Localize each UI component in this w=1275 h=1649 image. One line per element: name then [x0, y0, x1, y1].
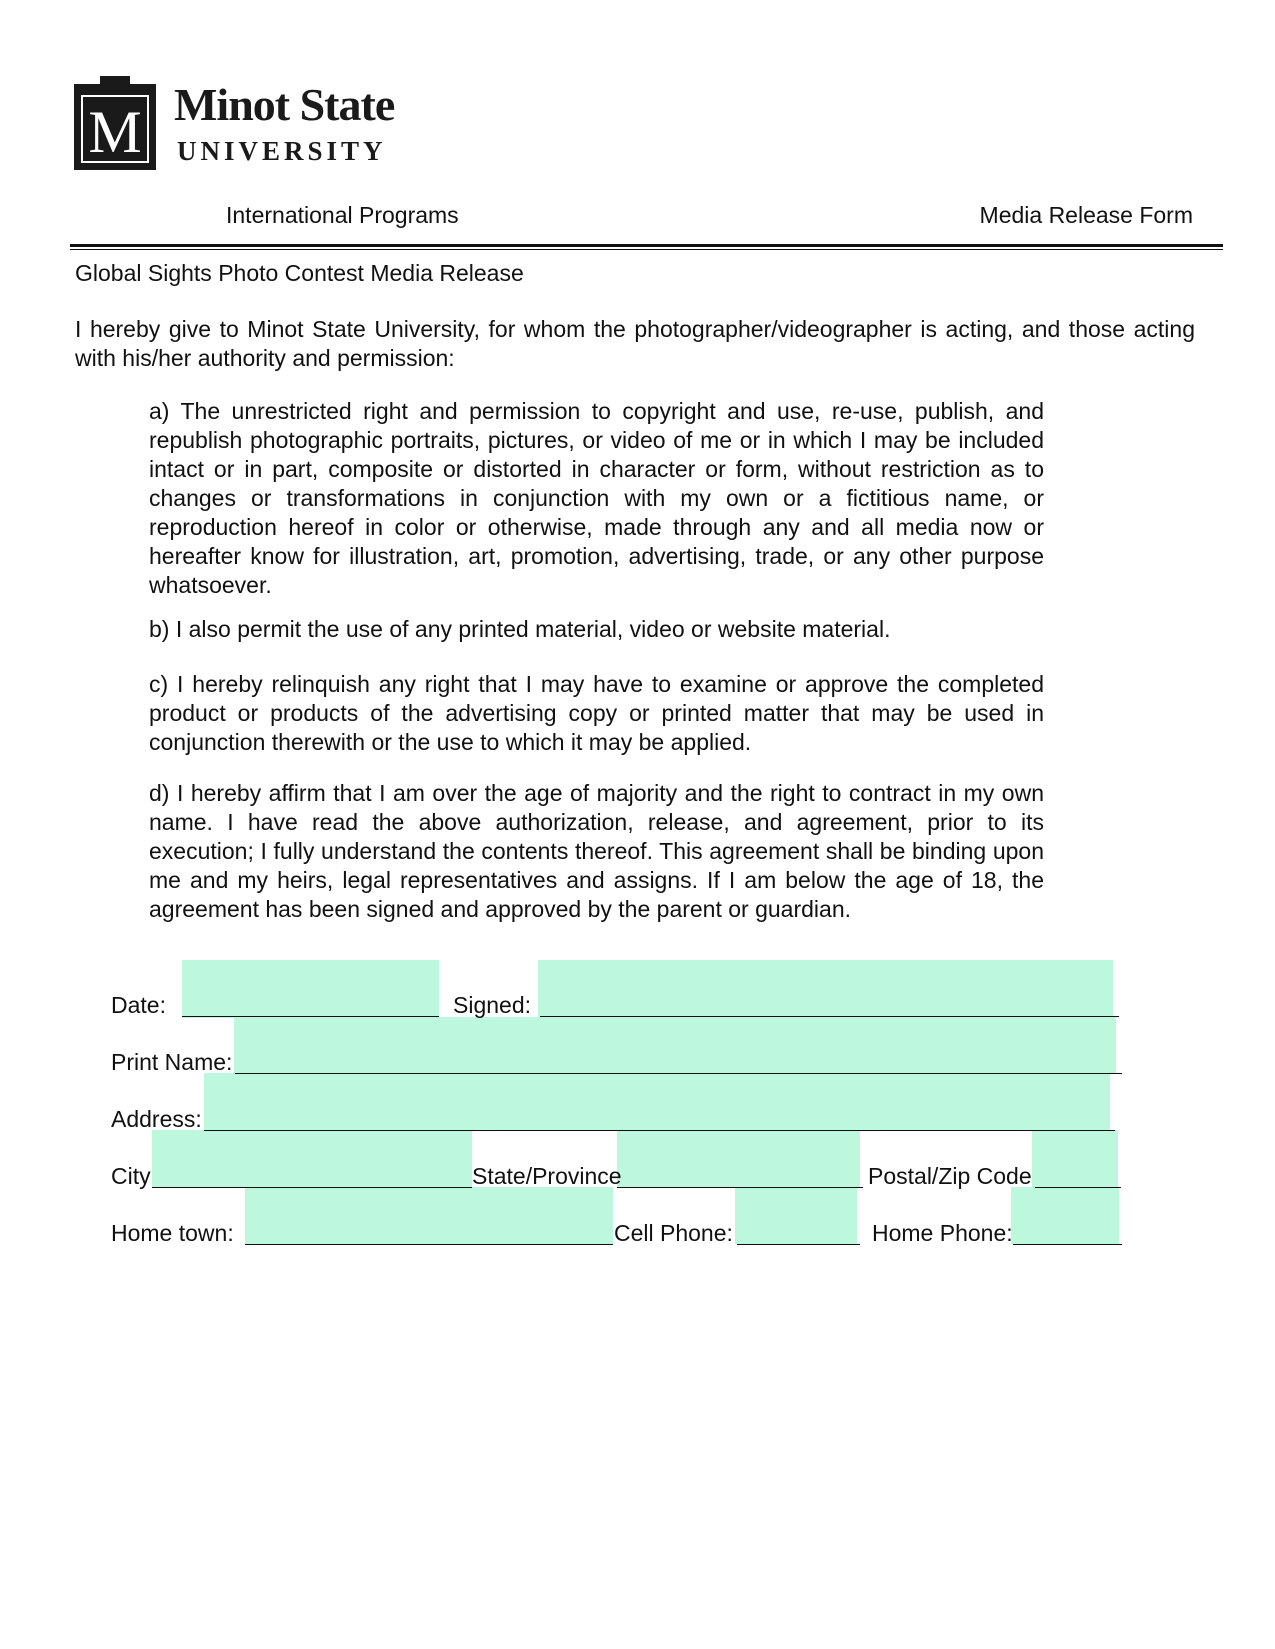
city-label: City [111, 1163, 151, 1189]
address-underline [204, 1130, 1115, 1131]
city-input[interactable] [152, 1130, 472, 1187]
print-name-underline [235, 1073, 1122, 1074]
date-label: Date: [111, 992, 166, 1018]
date-input[interactable] [182, 960, 439, 1018]
seal-letter: M [88, 99, 142, 165]
state-province-input[interactable] [617, 1130, 860, 1187]
clause-b: b) I also permit the use of any printed material, video or website material. [149, 616, 891, 642]
postal-code-underline [1035, 1187, 1121, 1188]
print-name-label: Print Name: [111, 1049, 233, 1075]
state-province-underline [617, 1187, 863, 1188]
hometown-input[interactable] [245, 1187, 613, 1244]
date-underline [182, 1016, 439, 1017]
header-divider [70, 244, 1223, 247]
logo-name: Minot State [174, 79, 395, 130]
logo-subname: UNIVERSITY [177, 136, 387, 166]
hometown-label: Home town: [111, 1220, 234, 1246]
signature-underline [540, 1016, 1119, 1017]
cell-phone-label: Cell Phone: [614, 1220, 733, 1246]
hometown-underline [245, 1244, 613, 1245]
university-seal-icon [74, 74, 156, 170]
form-name: Media Release Form [979, 202, 1193, 228]
clause-c: c) I hereby relinquish any right that I may have to examine or approve the completed product or products of the advertising copy or printed matter that may be used in conjunction therewith or the use to which it may be applied. [149, 671, 1044, 755]
address-input[interactable] [204, 1073, 1110, 1130]
intro-paragraph: I hereby give to Minot State University, for whom the photographer/videographer is acting, and those acting with his/her authority and permission: [75, 316, 1195, 371]
cell-phone-underline [737, 1244, 860, 1245]
home-phone-input[interactable] [1011, 1187, 1119, 1244]
university-logo [74, 74, 434, 174]
header-divider-thin [70, 249, 1223, 250]
clause-a: a) The unrestricted right and permission to copyright and use, re-use, publish, and republish photographic portraits, pictures, or video of me or in which I may be included intact or in part, composite or distorted in character or form, without restriction as to changes or transformations in conjunction with my own or a fictitious name, or reproduction hereof in color or otherwise, made through any and all media now or hereafter know for illustration, art, promotion, advertising, trade, or any other purpose whatsoever. [149, 398, 1044, 598]
home-phone-label: Home Phone: [872, 1220, 1013, 1246]
cell-phone-input[interactable] [735, 1187, 857, 1244]
state-province-label: State/Province [472, 1163, 622, 1189]
signed-label: Signed: [453, 992, 532, 1018]
document-title: Global Sights Photo Contest Media Release [75, 260, 524, 286]
department-name: International Programs [226, 202, 459, 228]
clause-d: d) I hereby affirm that I am over the age of majority and the right to contract in my own name. I have read the above authorization, release, and agreement, prior to its execution; I fully understand the contents thereof. This agreement shall be binding upon me and my heirs, legal representatives and assigns. If I am below the age of 18, the agreement has been signed and approved by the parent or guardian. [149, 780, 1044, 922]
signature-input[interactable] [538, 960, 1113, 1018]
print-name-input[interactable] [234, 1017, 1116, 1074]
home-phone-underline [1013, 1244, 1122, 1245]
address-label: Address: [111, 1106, 202, 1132]
city-underline [152, 1187, 472, 1188]
postal-code-label: Postal/Zip Code [868, 1163, 1032, 1189]
postal-code-input[interactable] [1032, 1130, 1118, 1187]
